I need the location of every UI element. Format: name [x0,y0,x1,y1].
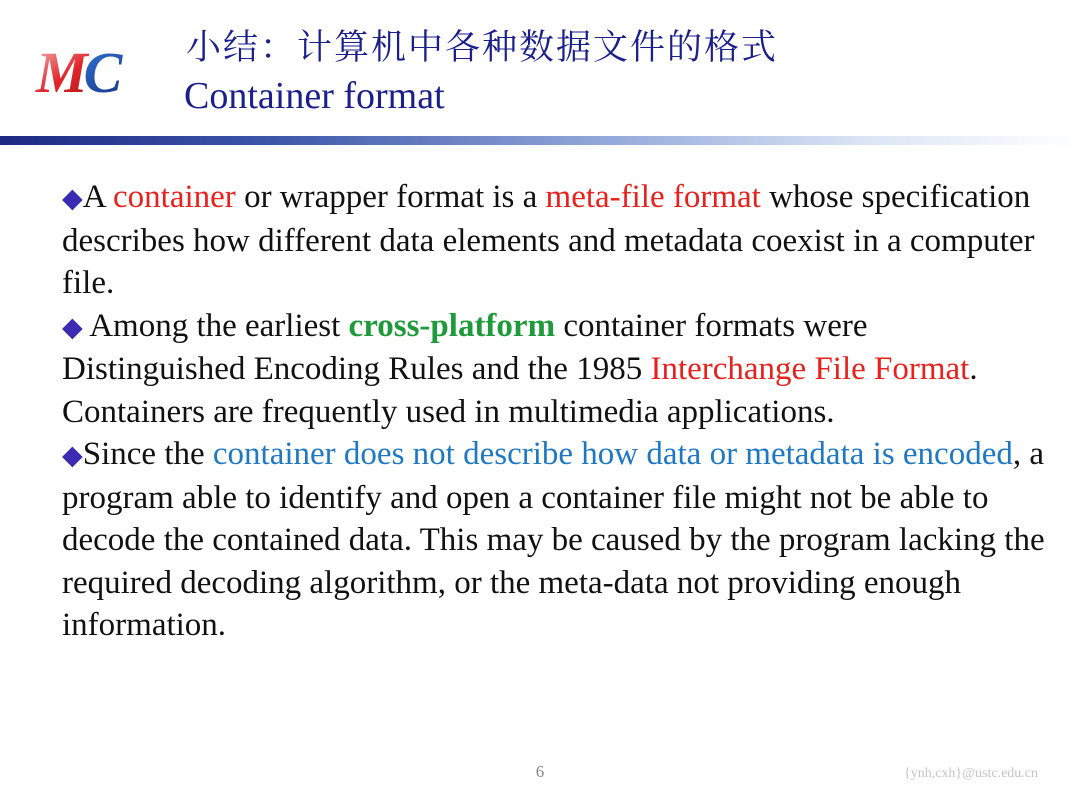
diamond-bullet-icon: ◆ [62,440,83,470]
bullet-text: , a program able to identify and open a container file might not be able to decode the contained data. This may be caused by the program lacking the required decoding algorithm, or the meta-data not providing enough information. [62,436,1045,643]
bullet-text: or wrapper format is a [235,179,546,215]
header-divider [0,136,1080,145]
bullet-text: whose specification describes how different data elements and metadata coexist in a computer file. [62,179,1035,301]
page-title-english: Container format [184,75,445,117]
bullet-paragraph [62,176,1052,305]
highlight-text-blue: container does not describe how data or metadata is encoded [212,436,1013,472]
bullet-list [62,176,1052,647]
highlight-text-red: meta-file format [545,179,761,215]
bullet-text: Since the [82,436,213,472]
bullet-text: A [82,179,114,215]
bullet-paragraph [62,305,1052,434]
diamond-bullet-icon: ◆ [62,311,83,342]
bullet-text: Among the earliest [82,307,349,344]
page-number: 6 [535,762,545,781]
page-title-chinese: 小结：计算机中各种数据文件的格式 [186,28,779,68]
mc-logo [34,40,164,104]
logo-letter-m: M [36,40,84,104]
svg-text:MC [35,40,124,104]
footer-email: {ynh,cxh}@ustc.edu.cn [903,766,1038,781]
bullet-paragraph [62,433,1052,647]
bullet-text: . Containers are frequently used in multimedia applications. [62,351,978,430]
bullet-text: container formats were Distinguished Encoding Rules and the 1985 [62,307,868,387]
diamond-bullet-icon: ◆ [62,183,83,213]
highlight-text-red: container [113,179,236,215]
highlight-text-green: cross-platform [348,307,556,344]
logo-letter-c: C [83,40,119,104]
highlight-text-red: Interchange File Format [650,351,970,387]
